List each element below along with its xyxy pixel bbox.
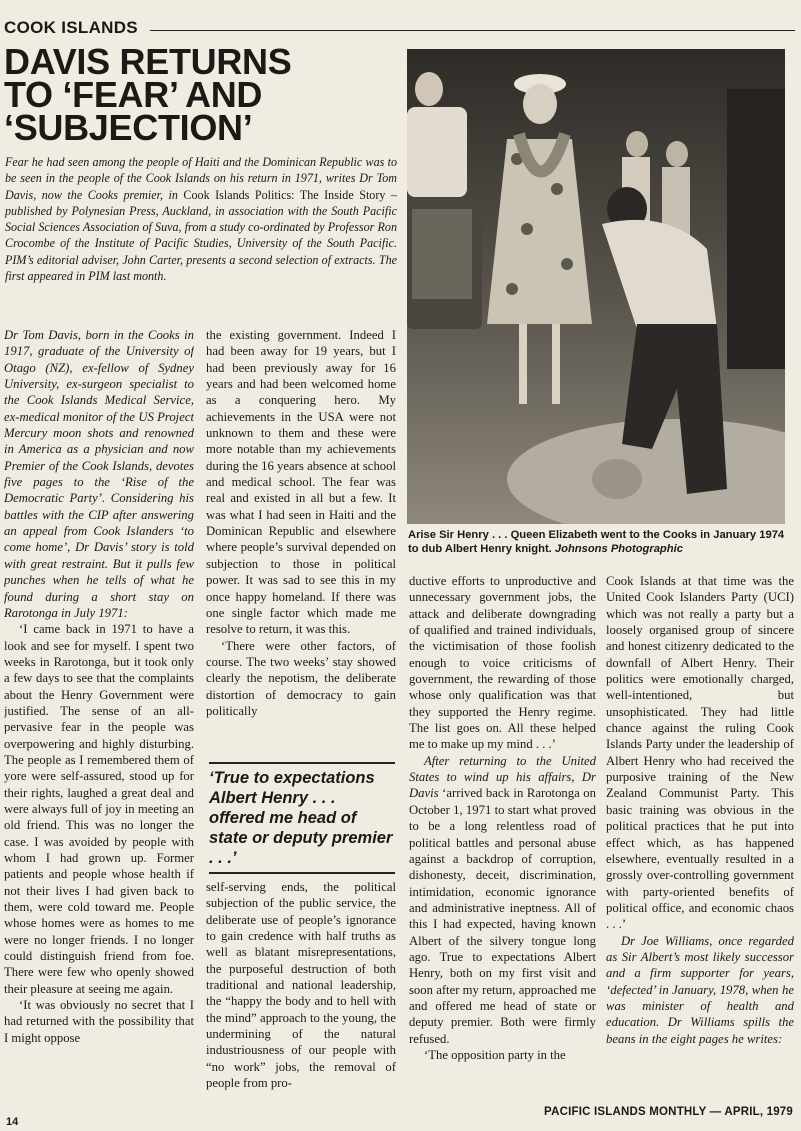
intro-book-title: Cook Islands Politics: The Inside Story	[183, 187, 386, 202]
page-number: 14	[6, 1116, 19, 1128]
article-column-1	[4, 327, 194, 1112]
photo-caption	[408, 529, 793, 556]
headline-line-1: DAVIS RETURNS	[4, 41, 292, 82]
col3-quote: ‘arrived back in Rarotonga on October 1, 1971 to start what proved to be a long relentless road of political battles and personal abuse against a backdrop of corruption, dishonesty, deceit, discrimination, intimidation, economic ignorance and administrative ineptness. All of this I had expected, having known Albert of the silvery tongue long ago. True to expectations Albert Henry, both on my first visit and soon after my return, approached me and offered me head of state or deputy premier. Both were firmly refused.	[409, 786, 596, 1046]
header-rule	[150, 30, 795, 31]
col1-para-2: ‘I came back in 1971 to have a look and see for myself. I spent two weeks in Rarotonga, but it took only a few days to see that the complaints about the Henry Government were justified. The sense of an all-pervasive fear in the people was overpowering and highly disturbing. The people as I remembered them of yore were self-assured, stood up for their rights, laughed a great deal and were always full of joy in meeting an old friend. This was no longer the case. I was avoided by people with whom I had grown up. Former patients and people whose health if not their lives I had given back to them, were cold toward me. People whose homes were as homes to me were no longer friends. I no longer could distinguish friend from foe. There were few who openly showed their pleasure at seeing me again.	[4, 622, 194, 996]
col4-para-2: Dr Joe Williams, once regarded as Sir Albert’s most likely successor and a firm supporter for years, ‘defected’ in January, 1978, when he was minister of health and education. Dr Williams spills the beans in the eight pages he writes:	[606, 933, 794, 1046]
article-column-2-lower	[206, 879, 396, 1114]
pull-quote: ‘True to expectations Albert Henry . . . offered me head of state or deputy premier . . .’	[209, 762, 395, 874]
article-column-3	[409, 573, 596, 1093]
article-column-4	[606, 573, 794, 1088]
col3-para-3: ‘The opposition party in the	[424, 1047, 566, 1062]
intro-part-2: – published by Polynesian Press, Auckland, in association with the South Pacific Social Sciences Association of Suva, from a study co-ordinated by Professor Ron Crocombe of the Institute of Pacific Studies, University of the South Pacific. PIM’s editorial adviser, John Carter, presents a second selection of extracts. The first appeared in PIM last month.	[5, 187, 397, 284]
footer-publication: PACIFIC ISLANDS MONTHLY — APRIL, 1979	[544, 1106, 793, 1118]
section-label: COOK ISLANDS	[4, 18, 138, 37]
col4-para-1: Cook Islands at that time was the United Cook Islanders Party (UCI) which was not really a party but a loosely organised group of sincere and honest citizenry dedicated to the downfall of Albert Henry. Their politics were emotionally charged, well-intentioned, but unsophisticated. They had little chance against the ruling Cook Islands Party under the leadership of Albert Henry who had received the purposive training of the New Zealand Communist Party. This basic training was obvious in the political practices that he put into effect which, as has happened elsewhere, eventually resulted in a grossly over-controlling government with party-oriented benefits of political office, and economic chaos . . .’	[606, 574, 794, 932]
photo-illustration	[407, 49, 785, 524]
intro-part-1: Fear he had seen among the people of Haiti and the Dominican Republic was to be seen in the people of the Cook Islands on his return in 1971, writes Dr Tom Davis, now the Cooks premier, in	[5, 155, 397, 202]
headline-line-2: TO ‘FEAR’ AND	[4, 74, 263, 115]
col3-para-1: ductive efforts to unproductive and unnecessary government jobs, the attack and deliberate downgrading of qualified and trained individuals, the victimisation of those foolish enough to voice criticisms of government, the rewarding of those whose only qualification was that they supported the Henry regime. The list goes on. All these helped me to make up my mind . . .’	[409, 574, 596, 752]
col2-para-2: ‘There were other factors, of course. The two weeks’ stay showed clearly the nepotism, the deliberate distortion of democracy to gain politically	[206, 638, 396, 718]
headline-line-3: ‘SUBJECTION’	[4, 107, 253, 148]
caption-credit: Johnsons Photographic	[554, 542, 683, 555]
col3-italic-lead: After returning to the United States to wind up his affairs, Dr Davis	[409, 753, 596, 801]
col2-para-1: the existing government. Indeed I had been away for 19 years, but I had been previously away for 16 years and had been welcomed home as a conquering hero. My achievements in the USA were not unknown to them and these were more notable than my achievements during the 16 years absence at school and medical school. The fear was real and existed in all but a few. It was what I had seen in Haiti and the Dominican Republic and elsewhere where people’s survival depended on subjection to those in political power. It was sad to see this in my once happy homeland. If there was one single factor which made me resolve to return, it was this.	[206, 328, 396, 637]
knighting-photo	[407, 49, 785, 524]
headline	[4, 41, 399, 148]
col2-para-3: self-serving ends, the political subjection of the public service, the deliberate use of people’s ignorance to gain credence with half truths as well as blatant misrepresentations, the purposeful destruction of both traditional and national leadership, the “happy the body and to hell with the mind” approach to the young, the undermining of the natural industriousness of our people with “no work” jobs, the removal of people from pro-	[206, 880, 396, 1091]
col3-para-2	[409, 753, 596, 1047]
caption-text: Arise Sir Henry . . . Queen Elizabeth went to the Cooks in January 1974 to dub Albert Henry knight.	[408, 529, 785, 555]
col1-bio: Dr Tom Davis, born in the Cooks in 1917, graduate of the University of Otago (NZ), ex-fellow of Sydney University, ex-surgeon specialist to the Cook Islands Medical Service, ex-medical monitor of the US Project Mercury moon shots and renowned in America as a physician and now Premier of the Cook Islands, devotes five pages to the ‘Rise of the Democratic Party’. Considering his battles with the CIP after answering an appeal from Cook Islanders ‘to come home’, Dr Davis’ story is told with great restraint. But it pulls few punches when he tells of what he found during a short stay on Rarotonga in July 1971:	[4, 328, 194, 620]
intro-standfirst	[5, 154, 397, 284]
article-column-2	[206, 327, 396, 757]
col1-para-3: ‘It was obviously no secret that I had returned with the possibility that I might oppose	[4, 998, 194, 1045]
